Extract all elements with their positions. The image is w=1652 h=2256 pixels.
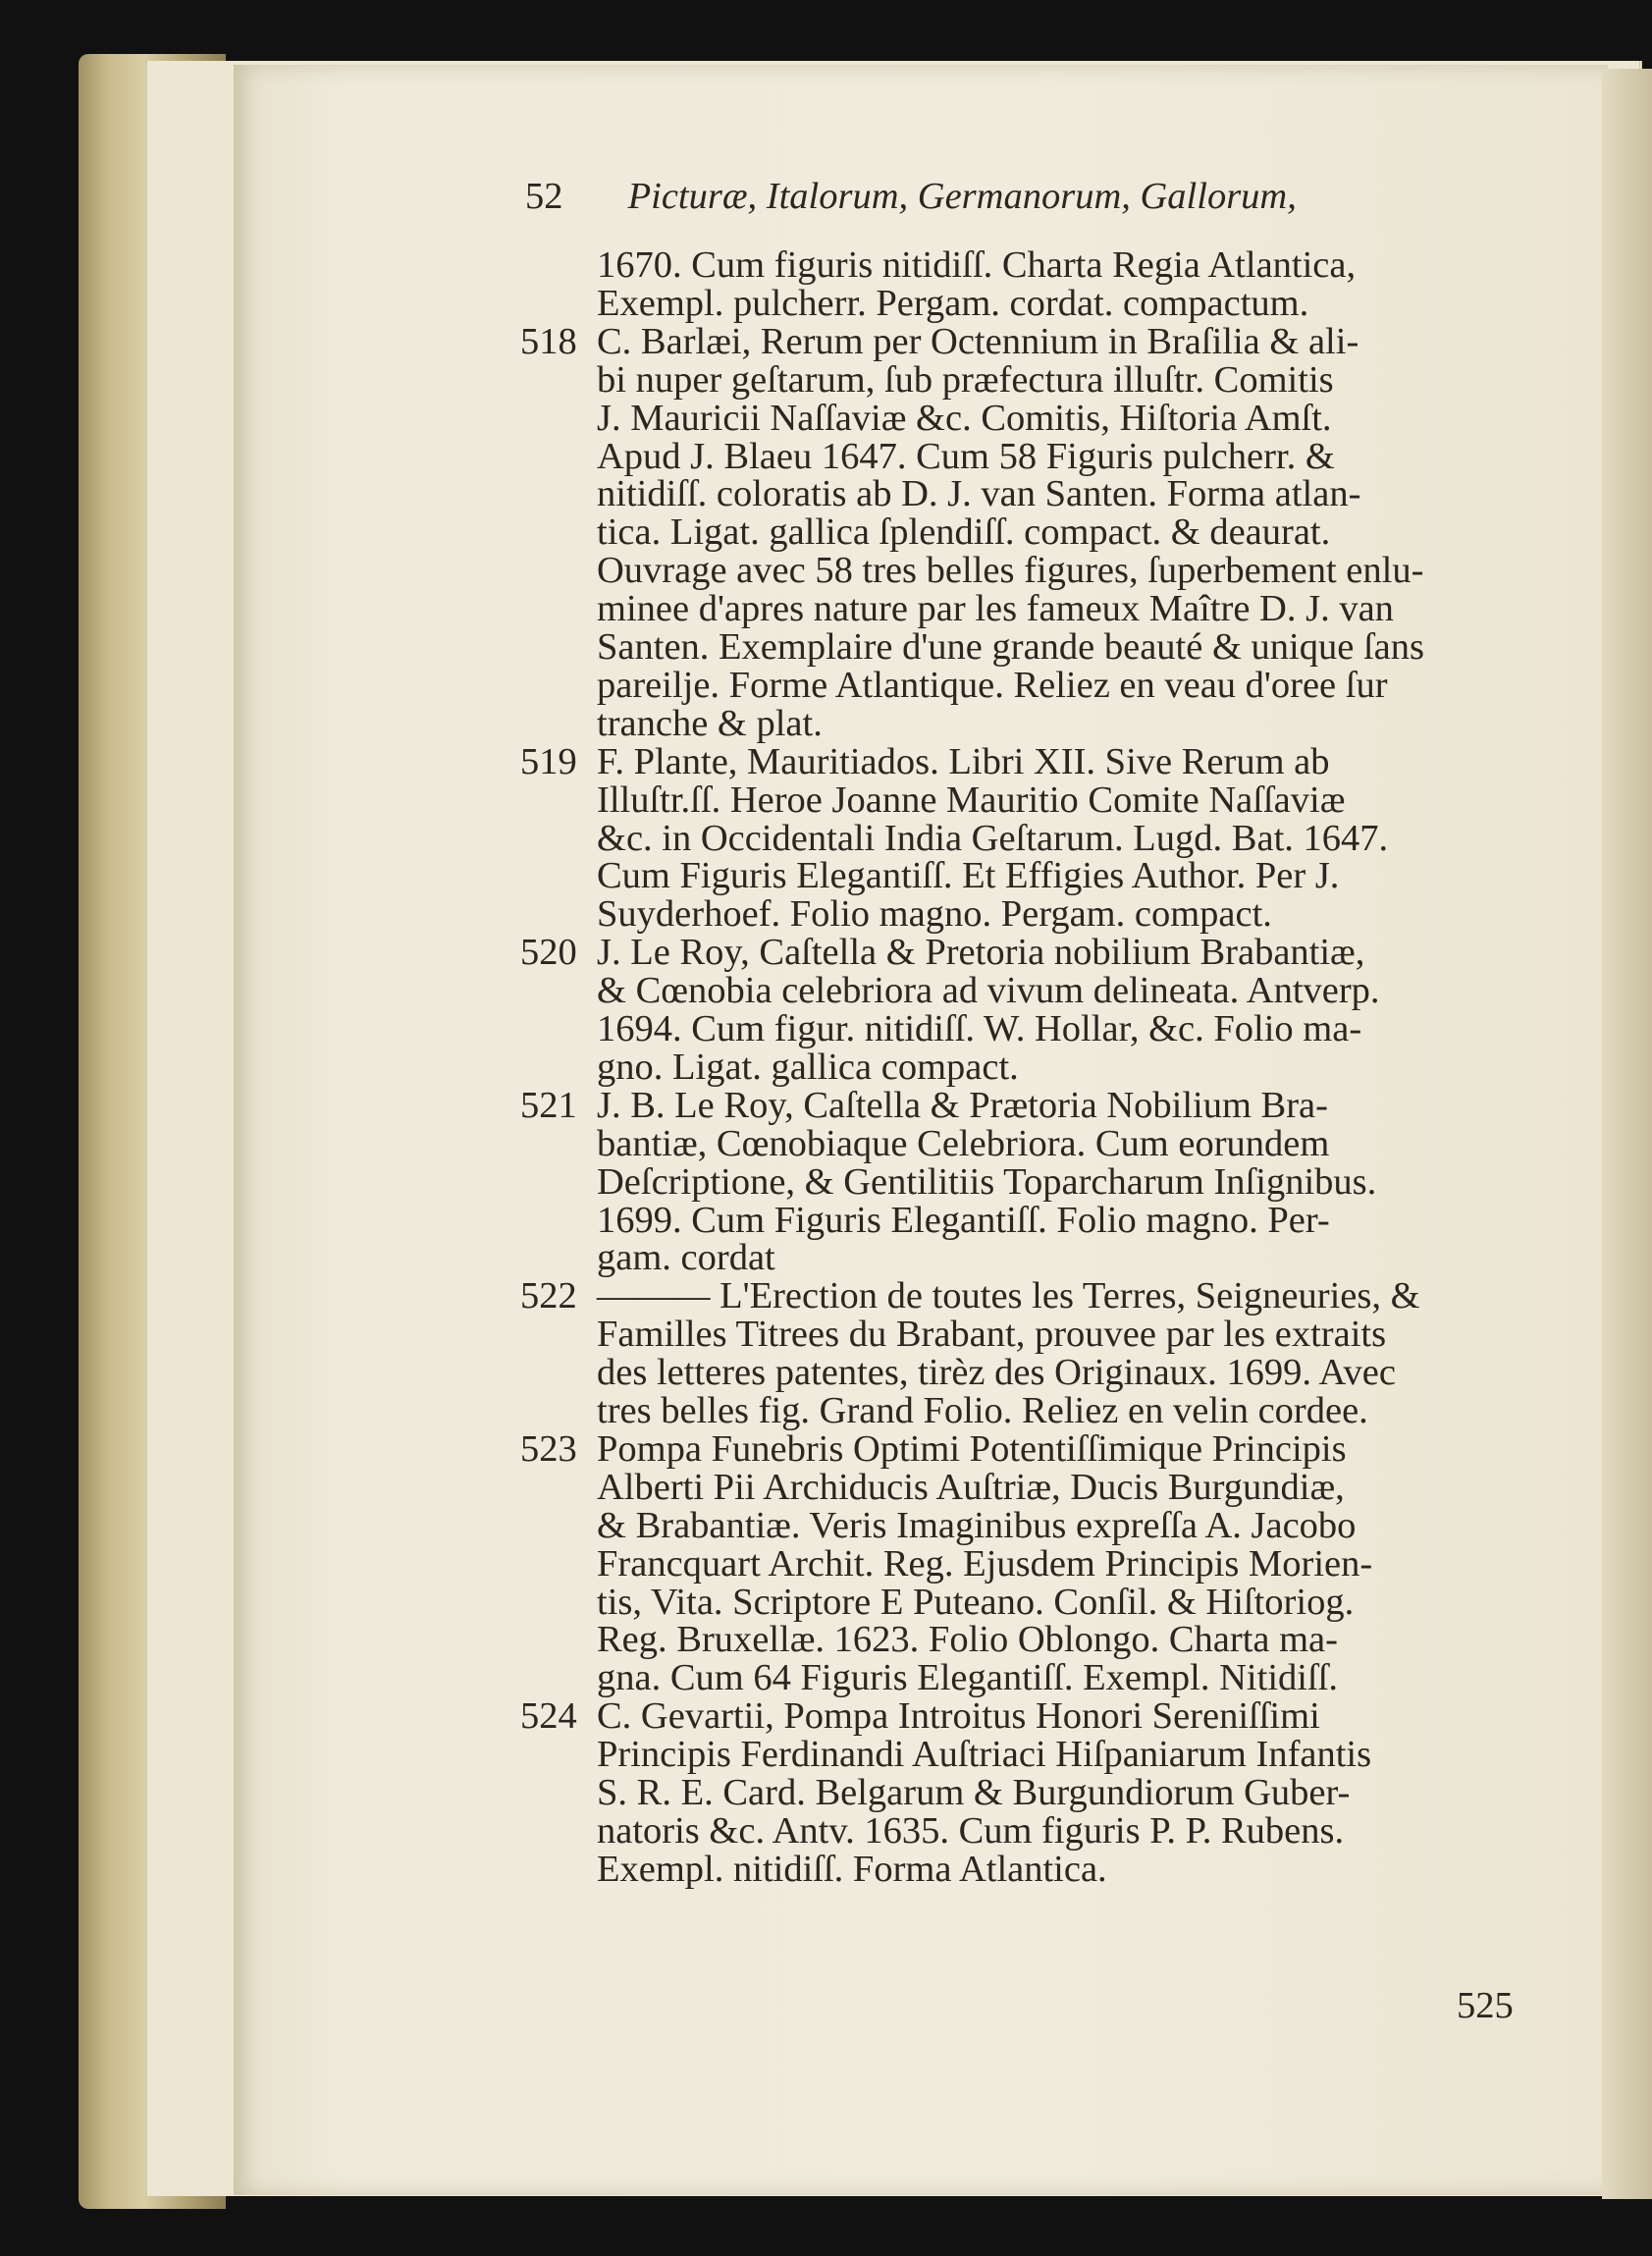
entry-line: Suyderhoef. Folio magno. Pergam. compact. [597, 893, 1272, 936]
entry-line: 1694. Cum figur. nitidiſſ. W. Hollar, &c. Folio ma- [597, 1008, 1362, 1049]
entry-line: Reg. Bruxellæ. 1623. Folio Oblongo. Charta ma- [597, 1619, 1338, 1661]
page-header [525, 172, 1605, 221]
entry-number: 518 [520, 320, 577, 362]
entry-number: 520 [520, 932, 577, 974]
entry-line: gno. Ligat. gallica compact. [597, 1046, 1019, 1088]
entry-line: &c. in Occidentali India Geſtarum. Lugd. Bat. 1647. [597, 817, 1389, 859]
entry-line: J. B. Le Roy, Caſtella & Prætoria Nobilium Bra- [597, 1084, 1328, 1126]
entry-line: & Cœnobia celebriora ad vivum delineata. Antverp. [597, 970, 1380, 1012]
entry-line: Francquart Archit. Reg. Ejusdem Principis Morien- [597, 1542, 1373, 1585]
entry-number: 519 [520, 740, 577, 782]
entry-line: Principis Ferdinandi Auſtriaci Hiſpaniarum Infantis [597, 1734, 1372, 1776]
entry-line: C. Barlæi, Rerum per Octennium in Braſilia & ali- [597, 320, 1359, 362]
entry-line: Familles Titrees du Brabant, prouvee par les extraits [597, 1314, 1387, 1356]
entry-line: Apud J. Blaeu 1647. Cum 58 Figuris pulcherr. & [597, 435, 1335, 477]
entry-line: pareilje. Forme Atlantique. Reliez en veau d'oree ſur [597, 664, 1388, 706]
entry-line: J. Le Roy, Caſtella & Pretoria nobilium Brabantiæ, [597, 932, 1365, 974]
entry-line: C. Gevartii, Pompa Introitus Honori Sereniſſimi [597, 1695, 1320, 1738]
entry-line: tis, Vita. Scriptore E Puteano. Conſil. & Hiſtoriog. [597, 1581, 1355, 1623]
entry-line: bantiæ, Cœnobiaque Celebriora. Cum eorundem [597, 1122, 1330, 1164]
entry-line: natoris &c. Antv. 1635. Cum figuris P. P. Rubens. [597, 1809, 1345, 1852]
entry-line: Deſcriptione, & Gentilitiis Toparcharum Inſignibus. [597, 1160, 1377, 1203]
entry-line: S. R. E. Card. Belgarum & Burgundiorum Guber- [597, 1772, 1351, 1813]
entry-number: 522 [520, 1275, 577, 1317]
entry-line: J. Mauricii Naſſaviæ &c. Comitis, Hiſtoria Amſt. [597, 397, 1332, 439]
entry-number: 523 [520, 1427, 577, 1470]
entry-line: gna. Cum 64 Figuris Elegantiſſ. Exempl. Nitidiſſ. [597, 1657, 1338, 1699]
entry-line: tica. Ligat. gallica ſplendiſſ. compact. & deaurat. [597, 511, 1331, 554]
entry-line: Exempl. nitidiſſ. Forma Atlantica. [597, 1848, 1107, 1890]
entry-line: F. Plante, Mauritiados. Libri XII. Sive Rerum ab [597, 740, 1330, 782]
entry-line: nitidiſſ. coloratis ab D. J. van Santen. Forma atlan- [597, 473, 1361, 515]
entry-line: gam. cordat [597, 1237, 775, 1279]
entry-line: ——— L'Erection de toutes les Terres, Seigneuries, & [597, 1275, 1420, 1317]
entry-line: tranche & plat. [597, 702, 823, 744]
entry-line: 1670. Cum figuris nitidiſſ. Charta Regia Atlantica, [597, 244, 1357, 286]
entry-line: Alberti Pii Archiducis Auſtriæ, Ducis Burgundiæ, [597, 1466, 1345, 1508]
entry-line: Santen. Exemplaire d'une grande beauté & unique ſans [597, 626, 1424, 668]
entry-number: 521 [520, 1084, 577, 1126]
entry-line: Cum Figuris Elegantiſſ. Et Effigies Author. Per J. [597, 855, 1340, 897]
page-number: 52 [525, 176, 563, 217]
entry-line: Illuſtr.ſſ. Heroe Joanne Mauritio Comite Naſſaviæ [597, 779, 1346, 821]
entry-number: 524 [520, 1695, 577, 1738]
entry-line: bi nuper geſtarum, ſub præfectura illuſtr. Comitis [597, 358, 1334, 401]
entry-line: Ouvrage avec 58 tres belles figures, ſuperbement enlu- [597, 550, 1424, 592]
entry-line: des letteres patentes, tirèz des Originaux. 1699. Avec [597, 1352, 1396, 1394]
entry-line: tres belles fig. Grand Folio. Reliez en velin cordee. [597, 1390, 1368, 1431]
catchword: 525 [1457, 1985, 1514, 2026]
entry-line: minee d'apres nature par les fameux Maître D. J. van [597, 588, 1394, 630]
running-head: Picturæ, Italorum, Germanorum, Gallorum, [627, 176, 1297, 217]
entry-line: 1699. Cum Figuris Elegantiſſ. Folio magno. Per- [597, 1199, 1330, 1241]
entry-line: Exempl. pulcherr. Pergam. cordat. compactum. [597, 282, 1309, 324]
entry-line: & Brabantiæ. Veris Imaginibus expreſſa A. Jacobo [597, 1504, 1357, 1546]
entry-line: Pompa Funebris Optimi Potentiſſimique Principis [597, 1427, 1347, 1470]
